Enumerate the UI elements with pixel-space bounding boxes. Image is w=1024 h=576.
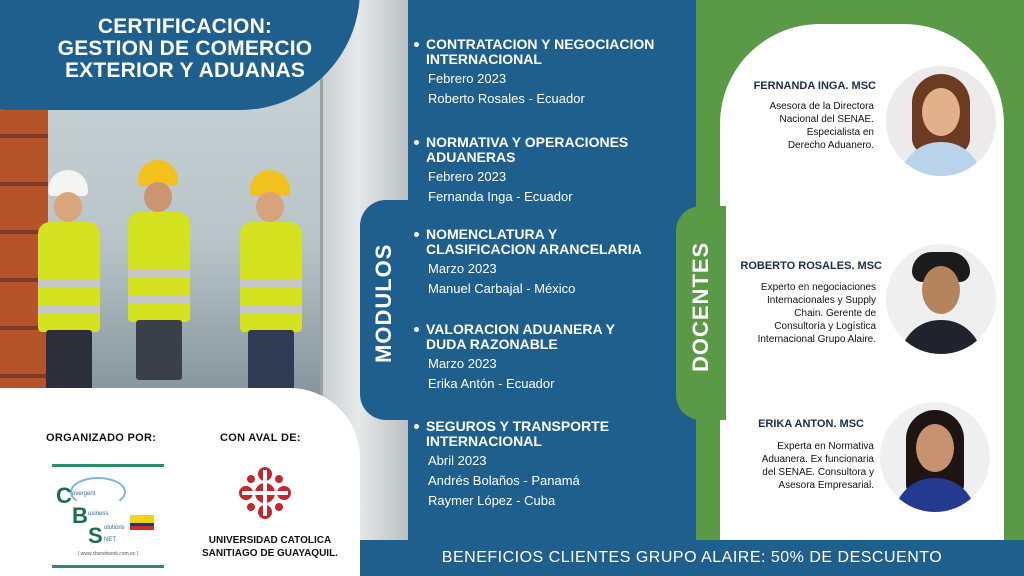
page-title-line-2: GESTION DE COMERCIO	[57, 37, 313, 60]
module-title: VALORACION ADUANERA Y DUDA RAZONABLE	[414, 322, 684, 352]
footer-text: BENEFICIOS CLIENTES GRUPO ALAIRE: 50% DE DESCUENTO	[441, 549, 943, 566]
teacher-description: Experto en negociaciones Internacionales y Supply Chain. Gerente de Consultoría y Logística Internacional Grupo Alaire.	[757, 282, 876, 345]
module-date: Febrero 2023	[428, 71, 507, 86]
safety-vest	[128, 212, 190, 322]
page-title-line-3: EXTERIOR Y ADUANAS	[64, 59, 306, 82]
organized-by-label: ORGANIZADO POR:	[46, 432, 157, 444]
page-title-line-1: CERTIFICACION:	[97, 15, 273, 38]
teacher-name: ERIKA ANTON. MSC	[758, 418, 864, 430]
module-date: Febrero 2023	[428, 169, 507, 184]
module-instructor: Roberto Rosales - Ecuador	[428, 91, 585, 106]
module-date: Marzo 2023	[428, 356, 497, 371]
module-item	[414, 322, 684, 394]
module-item	[414, 37, 684, 109]
footer-banner	[360, 540, 1024, 576]
cbs-word-2: usiness	[88, 511, 109, 517]
module-instructor: Raymer López - Cuba	[428, 493, 556, 508]
cbs-letter-b: B	[72, 503, 88, 528]
module-item	[414, 227, 684, 299]
module-title: NORMATIVA Y OPERACIONES ADUANERAS	[414, 135, 684, 165]
university-name: UNIVERSIDAD CATOLICA SANITIAGO DE GUAYAQUIL.	[202, 535, 338, 559]
module-instructor: Manuel Carbajal - México	[428, 281, 576, 296]
teacher-name: ROBERTO ROSALES. MSC	[740, 260, 882, 272]
cbs-letter-c: C	[56, 483, 72, 508]
cbs-word-1: overgent	[72, 491, 96, 497]
worker-figure-3	[236, 170, 306, 390]
teacher-photo	[886, 244, 996, 354]
teacher-name: FERNANDA INGA. MSC	[753, 80, 876, 92]
cbs-letter-s: S	[88, 523, 103, 548]
cbs-word-4: NET	[104, 537, 116, 543]
module-title: SEGUROS Y TRANSPORTE INTERNACIONAL	[414, 419, 684, 449]
worker-figure-1	[34, 170, 104, 390]
teacher-photo	[880, 402, 990, 512]
university-emblem-icon	[238, 466, 292, 520]
teacher-description: Experta en Normativa Aduanera. Ex funcionaria del SENAE. Consultora y Asesora Empresarial.	[761, 441, 874, 491]
ecuador-flag-icon	[130, 515, 154, 530]
safety-vest	[240, 222, 302, 332]
modules-label: MODULOS	[371, 243, 396, 363]
safety-vest	[38, 222, 100, 332]
cbs-word-3: olutions	[104, 525, 125, 531]
module-instructor: Fernanda Inga - Ecuador	[428, 189, 573, 204]
module-instructor: Andrés Bolaños - Panamá	[428, 473, 580, 488]
cbs-network-logo	[52, 464, 164, 568]
module-date: Abril 2023	[428, 453, 487, 468]
module-date: Marzo 2023	[428, 261, 497, 276]
teachers-label: DOCENTES	[688, 241, 713, 372]
module-instructor: Erika Antón - Ecuador	[428, 376, 555, 391]
module-item	[414, 419, 684, 511]
module-title: NOMENCLATURA Y CLASIFICACION ARANCELARIA	[414, 227, 684, 257]
module-item	[414, 135, 684, 207]
organizers-card	[0, 388, 360, 576]
endorsed-by-label: CON AVAL DE:	[220, 432, 301, 444]
teacher-description: Asesora de la Directora Nacional del SENAE. Especialista en Derecho Aduanero.	[769, 101, 874, 151]
title-banner	[0, 0, 360, 110]
teacher-photo	[886, 66, 996, 176]
worker-figure-2	[124, 160, 194, 380]
module-title: CONTRATACION Y NEGOCIACION INTERNACIONAL	[414, 37, 684, 67]
cbs-url: ( www.cbsnetwork.com.ec )	[77, 551, 139, 557]
